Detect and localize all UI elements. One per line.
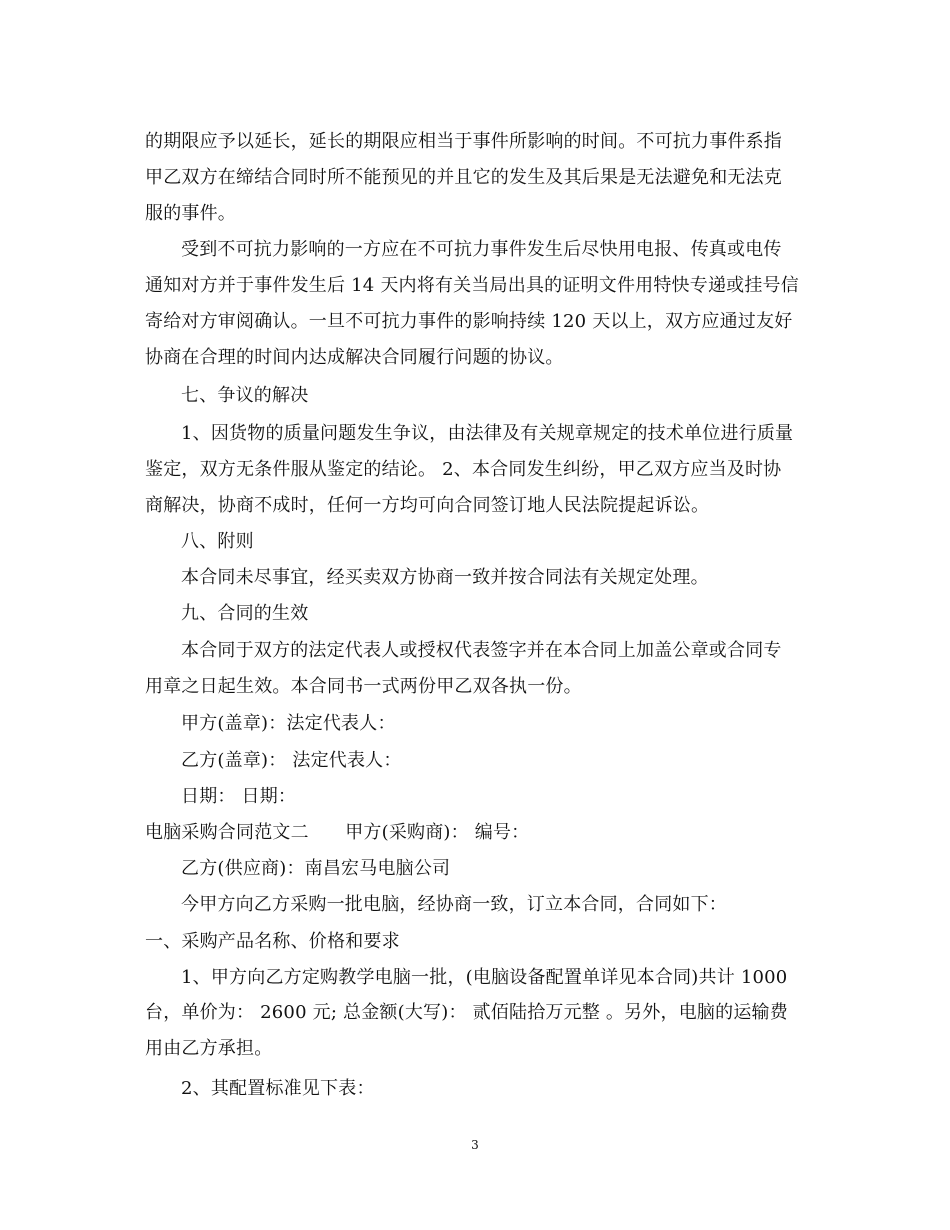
paragraph-line: 商解决，协商不成时，任何一方均可向合同签订地人民法院提起诉讼。 xyxy=(145,495,710,516)
paragraph-line: 受到不可抗力影响的一方应在不可抗力事件发生后尽快用电报、传真或电传 xyxy=(181,239,782,260)
section-heading: 九、合同的生效 xyxy=(181,603,309,624)
paragraph-line: 台，单价为： 2600 元; 总金额(大写)： 贰佰陆拾万元整 。另外，电脑的运输费 xyxy=(145,1002,788,1023)
party-line: 乙方(供应商)：南昌宏马电脑公司 xyxy=(181,858,451,879)
paragraph-line: 本合同未尽事宜，经买卖双方协商一致并按合同法有关规定处理。 xyxy=(181,567,709,588)
section-heading: 八、附则 xyxy=(181,531,254,552)
signature-line: 乙方(盖章)： 法定代表人： xyxy=(181,750,402,771)
paragraph-line: 甲乙双方在缔结合同时所不能预见的并且它的发生及其后果是无法避免和无法克 xyxy=(145,167,782,188)
section-heading: 七、争议的解决 xyxy=(181,385,309,406)
date-line: 日期： 日期： xyxy=(181,786,297,807)
paragraph-line: 1、甲方向乙方定购教学电脑一批，(电脑设备配置单详见本合同)共计 1000 xyxy=(181,967,788,988)
paragraph-line: 本合同于双方的法定代表人或授权代表签字并在本合同上加盖公章或合同专 xyxy=(181,640,782,661)
signature-line: 甲方(盖章)：法定代表人： xyxy=(181,713,396,734)
document-title-line: 电脑采购合同范文二 甲方(采购商)： 编号： xyxy=(145,822,530,843)
paragraph-line: 1、因货物的质量问题发生争议，由法律及有关规章规定的技术单位进行质量 xyxy=(181,423,794,444)
paragraph-line: 服的事件。 xyxy=(145,203,236,224)
paragraph-line: 协商在合理的时间内达成解决合同履行问题的协议。 xyxy=(145,347,564,368)
paragraph-line: 用由乙方承担。 xyxy=(145,1038,273,1059)
paragraph-line: 通知对方并于事件发生后 14 天内将有关当局出具的证明文件用特快专递或挂号信 xyxy=(145,275,799,296)
paragraph-line: 鉴定，双方无条件服从鉴定的结论。 2、本合同发生纠纷，甲乙双方应当及时协 xyxy=(145,459,782,480)
paragraph-line: 的期限应予以延长，延长的期限应相当于事件所影响的时间。不可抗力事件系指 xyxy=(145,131,782,152)
paragraph-line: 寄给对方审阅确认。一旦不可抗力事件的影响持续 120 天以上，双方应通过友好 xyxy=(145,311,793,332)
paragraph-line: 今甲方向乙方采购一批电脑，经协商一致，订立本合同，合同如下： xyxy=(181,894,727,915)
paragraph-line: 2、其配置标准见下表： xyxy=(181,1078,375,1099)
page-number: 3 xyxy=(471,1138,479,1152)
paragraph-line: 用章之日起生效。本合同书一式两份甲乙双各执一份。 xyxy=(145,676,582,697)
section-heading: 一、采购产品名称、价格和要求 xyxy=(145,931,400,952)
